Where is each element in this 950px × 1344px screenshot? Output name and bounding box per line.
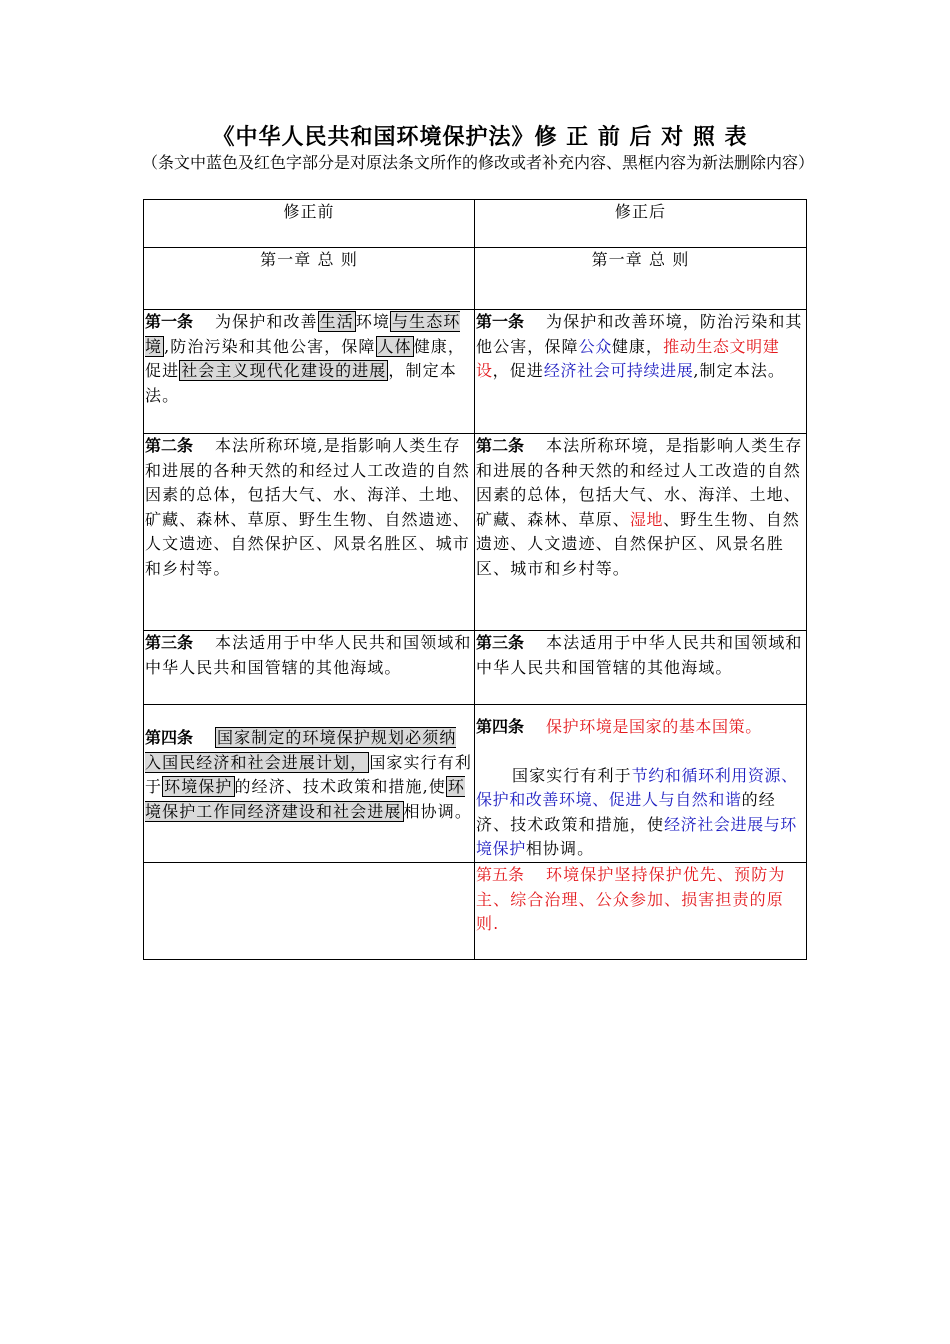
deleted-text: 环境保护 bbox=[164, 777, 233, 796]
text: 的经济、技术政策和措施，使 bbox=[476, 790, 776, 834]
article-5-before bbox=[144, 863, 475, 960]
text: 相协调。 bbox=[403, 801, 472, 821]
amended-text-red: 保护环境是国家的基本国策。 bbox=[546, 717, 762, 736]
article-3-after bbox=[475, 631, 807, 705]
article-label: 第五条 bbox=[476, 865, 525, 884]
article-4-after-para-1 bbox=[476, 715, 805, 740]
deleted-text: 国家制定的环境保护规划必须纳入国民经济和社会进展计划， bbox=[145, 728, 457, 772]
text: 健康，促进 bbox=[145, 336, 466, 380]
article-4-after bbox=[475, 705, 807, 863]
text: 为保护和改善环境，防治污染和其他公害，保障 bbox=[476, 312, 803, 356]
table-row-article-4 bbox=[144, 705, 807, 863]
article-label: 第二条 bbox=[476, 436, 525, 455]
text: 环境 bbox=[355, 312, 391, 331]
amended-text-blue: 经济社会可持续进展 bbox=[543, 361, 694, 380]
amended-text-red: 推动生态文明建设 bbox=[476, 336, 780, 380]
amended-text-blue: 节约和循环利用资源、保护和改善环境、促进人与自然和谐 bbox=[476, 765, 798, 809]
article-label: 第三条 bbox=[145, 633, 194, 652]
comparison-table bbox=[143, 199, 807, 960]
table-row-article-5 bbox=[144, 863, 807, 960]
text: 相协调。 bbox=[525, 839, 595, 858]
article-4-after-para-2 bbox=[476, 764, 805, 862]
text: ，促进 bbox=[492, 361, 544, 380]
table-row-article-1 bbox=[144, 310, 807, 434]
deleted-text: 社会主义现代化建设的进展 bbox=[181, 361, 387, 380]
text: ，制定本法。 bbox=[145, 361, 457, 405]
table-row-article-2 bbox=[144, 434, 807, 631]
text: 本法所称环境，是指影响人类生存和进展的各种天然的和经过人工改造的自然因素的总体，包括大气、水、海洋、土地、矿藏、森林、草原、 bbox=[476, 436, 803, 529]
article-1-after bbox=[475, 310, 807, 434]
article-label: 第三条 bbox=[476, 633, 525, 652]
chapter-after: 第一章 总 则 bbox=[475, 248, 807, 310]
article-5-after bbox=[475, 863, 807, 960]
document-title: 《中华人民共和国环境保护法》修 正 前 后 对 照 表 bbox=[212, 125, 748, 150]
text: 本法所称环境,是指影响人类生存和进展的各种天然的和经过人工改造的自然因素的总体，包括大气、水、海洋、土地、矿藏、森林、草原、野生生物、自然遗迹、人文遗迹、自然保护区、风景名胜区、城市和乡村等。 bbox=[145, 436, 470, 578]
text: ,防治污染和其他公害，保障 bbox=[164, 336, 376, 356]
text: 健康， bbox=[611, 336, 664, 356]
header-after: 修正后 bbox=[475, 200, 807, 248]
header-before: 修正前 bbox=[144, 200, 475, 248]
column-header-row bbox=[144, 200, 807, 248]
amended-text-red: 湿地 bbox=[629, 509, 664, 529]
deleted-text: 与生态环境 bbox=[145, 312, 461, 356]
text: 国家实行有利于 bbox=[145, 752, 472, 796]
article-label: 第一条 bbox=[476, 312, 525, 331]
amended-text-blue: 经济社会进展与环境保护 bbox=[476, 814, 797, 858]
text: 本法适用于中华人民共和国领域和中华人民共和国管辖的其他海域。 bbox=[145, 633, 472, 677]
article-2-before bbox=[144, 434, 475, 631]
article-label: 第一条 bbox=[145, 312, 194, 331]
table-row-article-3 bbox=[144, 631, 807, 705]
text: ,制定本法。 bbox=[693, 361, 786, 380]
article-3-before bbox=[144, 631, 475, 705]
deleted-text: 生活 bbox=[319, 312, 354, 331]
chapter-before: 第一章 总 则 bbox=[144, 248, 475, 310]
amended-text-blue: 公众 bbox=[578, 336, 612, 356]
text: 国家实行有利于 bbox=[512, 765, 632, 785]
document-note: （条文中蓝色及红色字部分是对原法条文所作的修改或者补充内容、黑框内容为新法删除内容） bbox=[142, 153, 815, 172]
deleted-text: 环境保护工作同经济建设和社会进展 bbox=[145, 777, 466, 821]
article-label: 第四条 bbox=[145, 728, 194, 747]
deleted-text: 人体 bbox=[377, 336, 412, 356]
text: 本法适用于中华人民共和国领域和中华人民共和国管辖的其他海域。 bbox=[476, 633, 803, 677]
article-2-after bbox=[475, 434, 807, 631]
article-4-before bbox=[144, 705, 475, 863]
article-label: 第四条 bbox=[476, 717, 525, 736]
text: 的经济、技术政策和措施,使 bbox=[234, 777, 446, 796]
article-1-before bbox=[144, 310, 475, 434]
text: 为保护和改善 bbox=[215, 312, 318, 331]
text: 、野生生物、自然遗迹、人文遗迹、自然保护区、风景名胜区、城市和乡村等。 bbox=[476, 509, 800, 578]
chapter-row bbox=[144, 248, 807, 310]
amended-text-red: 环境保护坚持保护优先、预防为主、综合治理、公众参加、损害担责的原则. bbox=[476, 865, 786, 933]
article-label: 第二条 bbox=[145, 436, 194, 455]
